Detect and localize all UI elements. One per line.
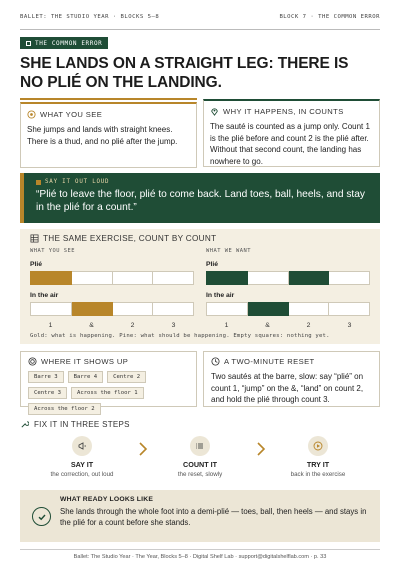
location-chip: Barre 4 bbox=[68, 371, 104, 383]
row-label-air: In the air bbox=[206, 292, 235, 299]
footer-divider bbox=[20, 549, 380, 550]
where-it-shows-up-card bbox=[20, 351, 197, 412]
count-label: 2 bbox=[130, 322, 135, 329]
count-label: 3 bbox=[347, 322, 352, 329]
count-square bbox=[289, 271, 330, 285]
count-square bbox=[329, 302, 370, 316]
row-label-plie: Plié bbox=[30, 261, 43, 268]
count-label: & bbox=[89, 322, 94, 329]
column-heading: WHAT WE WANT bbox=[206, 248, 251, 254]
what-you-see-card bbox=[20, 102, 197, 168]
square-icon bbox=[26, 41, 31, 46]
reset-title: A TWO-MINUTE RESET bbox=[224, 357, 315, 366]
why-it-happens-body: The sauté is counted as a jump only. Count 1 is the plié before and count 2 is the plié after. Without that second count, the landing has nowhere to go. bbox=[210, 122, 370, 166]
chevron-right-icon bbox=[138, 442, 148, 456]
count-labels bbox=[206, 322, 370, 329]
page-title: SHE LANDS ON A STRAIGHT LEG: THERE IS NO PLIÉ ON THE LANDING. bbox=[20, 55, 349, 91]
list-icon bbox=[195, 441, 205, 451]
location-chip: Across the floor 2 bbox=[28, 403, 101, 415]
clock-icon bbox=[211, 357, 220, 366]
running-header-left: BALLET: THE STUDIO YEAR · BLOCKS 5–8 bbox=[20, 14, 160, 20]
step-title: SAY IT bbox=[70, 460, 94, 469]
megaphone-icon bbox=[77, 441, 87, 451]
ready-title: WHAT READY LOOKS LIKE bbox=[60, 496, 154, 503]
chevron-right-icon bbox=[256, 442, 266, 456]
header-divider bbox=[20, 29, 380, 30]
step-subtitle: back in the exercise bbox=[290, 471, 346, 478]
page-footer: Ballet: The Studio Year · The Year, Blocks 5–8 · Digital Shelf Lab · support@digitalshelflab.com · p. 33 bbox=[73, 554, 327, 560]
what-we-want-column bbox=[206, 248, 370, 329]
title-underline bbox=[20, 98, 197, 100]
count-label: 2 bbox=[306, 322, 311, 329]
step-say-it bbox=[32, 436, 132, 478]
location-chip: Across the floor 1 bbox=[71, 387, 144, 399]
step-title: TRY IT bbox=[306, 460, 330, 469]
location-chip: Centre 2 bbox=[107, 371, 146, 383]
count-label: & bbox=[265, 322, 270, 329]
running-header-right: BLOCK 7 · THE COMMON ERROR bbox=[279, 14, 380, 20]
reset-body: Two sautés at the barre, slow: say “plié” on count 1, “jump” on the &, “land” on count 2, and hold the plié through count 3. bbox=[211, 372, 364, 404]
step-subtitle: the correction, out loud bbox=[50, 471, 114, 478]
ready-body: She lands through the whole foot into a demi-plié — toes, ball, then heels — and stays in the plié for a count before she stands. bbox=[60, 507, 367, 527]
count-label: 3 bbox=[171, 322, 176, 329]
count-square bbox=[329, 271, 370, 285]
count-comparison-panel bbox=[20, 229, 380, 344]
checkmark-icon bbox=[32, 507, 51, 526]
count-square bbox=[289, 302, 330, 316]
step-subtitle: the reset, slowly bbox=[177, 471, 223, 478]
count-square bbox=[153, 271, 194, 285]
fix-steps-heading bbox=[20, 420, 130, 429]
square-icon bbox=[36, 180, 41, 185]
location-chip: Centre 3 bbox=[28, 387, 67, 399]
plie-squares bbox=[30, 271, 194, 285]
what-you-see-column bbox=[30, 248, 194, 329]
say-it-out-loud-banner bbox=[20, 173, 380, 223]
column-heading: WHAT YOU SEE bbox=[30, 248, 75, 254]
count-square bbox=[248, 302, 289, 316]
location-chips bbox=[28, 371, 189, 415]
comparison-legend: Gold: what is happening. Pine: what should be happening. Empty squares: nothing yet. bbox=[30, 333, 330, 339]
step-try-it bbox=[268, 436, 368, 478]
target-icon bbox=[28, 357, 37, 366]
count-square bbox=[248, 271, 289, 285]
count-square bbox=[113, 302, 154, 316]
what-ready-looks-like-box bbox=[20, 490, 380, 542]
grid-icon bbox=[30, 234, 39, 243]
step-count-it bbox=[150, 436, 250, 478]
location-pin-icon bbox=[210, 107, 219, 116]
count-label: 1 bbox=[224, 322, 229, 329]
why-it-happens-card bbox=[203, 99, 380, 167]
say-it-quote: “Plié to leave the floor, plié to come back. Land toes, ball, heels, and stay in the plié for a count.” bbox=[36, 189, 366, 213]
step-title: COUNT IT bbox=[183, 460, 217, 469]
two-minute-reset-card bbox=[203, 351, 380, 407]
location-chip: Barre 3 bbox=[28, 371, 64, 383]
why-it-happens-title: WHY IT HAPPENS, IN COUNTS bbox=[223, 107, 344, 116]
count-square bbox=[72, 302, 113, 316]
count-square bbox=[72, 271, 113, 285]
air-squares bbox=[206, 302, 370, 316]
count-square bbox=[206, 302, 248, 316]
section-tag bbox=[20, 37, 108, 49]
where-title: WHERE IT SHOWS UP bbox=[41, 357, 129, 366]
what-you-see-title: WHAT YOU SEE bbox=[40, 110, 103, 119]
what-you-see-body: She jumps and lands with straight knees. There is a thud, and no plié after the jump. bbox=[27, 125, 178, 146]
three-steps bbox=[20, 436, 380, 482]
row-label-air: In the air bbox=[30, 292, 59, 299]
count-square bbox=[153, 302, 194, 316]
count-label: 1 bbox=[48, 322, 53, 329]
section-tag-label: THE COMMON ERROR bbox=[35, 39, 103, 47]
count-labels bbox=[30, 322, 194, 329]
plie-squares bbox=[206, 271, 370, 285]
count-square bbox=[30, 271, 72, 285]
row-label-plie: Plié bbox=[206, 261, 219, 268]
say-it-label: SAY IT OUT LOUD bbox=[45, 179, 110, 185]
count-square bbox=[113, 271, 154, 285]
eye-target-icon bbox=[27, 110, 36, 119]
running-header bbox=[20, 14, 380, 26]
fix-title: FIX IT IN THREE STEPS bbox=[34, 420, 130, 429]
air-squares bbox=[30, 302, 194, 316]
comparison-title: THE SAME EXERCISE, COUNT BY COUNT bbox=[43, 234, 217, 243]
count-square bbox=[206, 271, 248, 285]
count-square bbox=[30, 302, 72, 316]
wrench-icon bbox=[20, 420, 29, 429]
play-icon bbox=[313, 441, 323, 451]
